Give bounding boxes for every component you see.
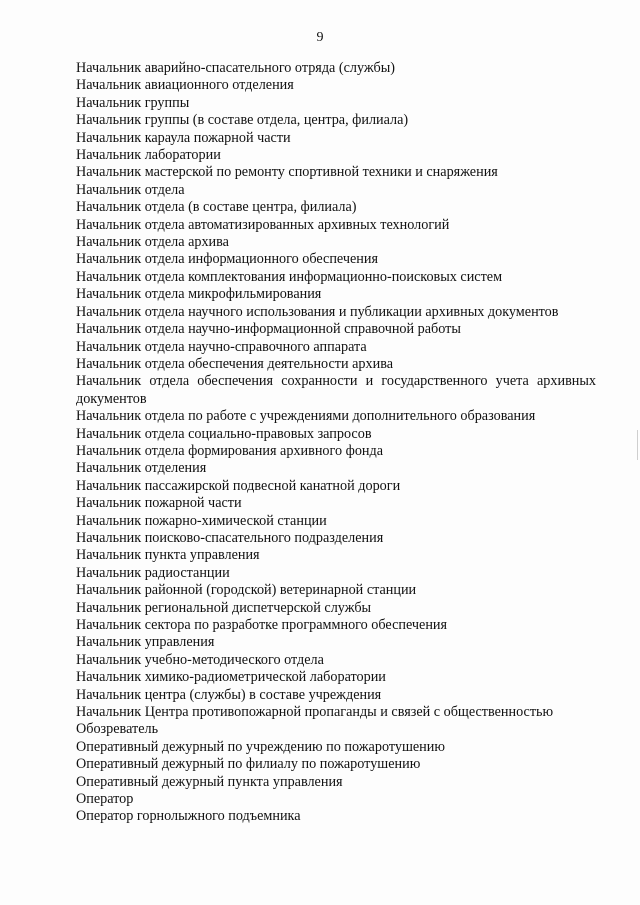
scan-edge-mark xyxy=(637,430,638,460)
list-item: Оперативный дежурный по учреждению по пожаротушению xyxy=(76,738,445,755)
list-item: Начальник радиостанции xyxy=(76,564,230,581)
list-item: Начальник пожарно-химической станции xyxy=(76,512,327,529)
list-item: Начальник отдела (в составе центра, филиала) xyxy=(76,199,357,216)
list-item: Начальник пункта управления xyxy=(76,547,260,564)
list-item: Оперативный дежурный пункта управления xyxy=(76,773,343,790)
list-item: Начальник группы (в составе отдела, центра, филиала) xyxy=(76,112,409,129)
list-item: Оперативный дежурный по филиалу по пожаротушению xyxy=(76,756,421,773)
position-list xyxy=(76,60,596,826)
list-item: Начальник отдела xyxy=(76,181,185,198)
list-item: Начальник пассажирской подвесной канатной дороги xyxy=(76,477,401,494)
list-item: Начальник мастерской по ремонту спортивной техники и снаряжения xyxy=(76,164,498,181)
list-item: Начальник отдела комплектования информационно-поисковых систем xyxy=(76,268,503,285)
list-item: Начальник поисково-спасательного подразделения xyxy=(76,529,384,546)
list-item: Обозреватель xyxy=(76,721,159,738)
list-item: Начальник Центра противопожарной пропаганды и связей с общественностью xyxy=(76,704,554,721)
list-item: Начальник лаборатории xyxy=(76,147,221,164)
list-item: Начальник отделения xyxy=(76,460,207,477)
list-item: Начальник отдела научно-справочного аппарата xyxy=(76,338,367,355)
list-item: Начальник пожарной части xyxy=(76,495,242,512)
list-item: Начальник центра (службы) в составе учреждения xyxy=(76,686,382,703)
list-item: Начальник управления xyxy=(76,634,215,651)
list-item: Начальник химико-радиометрической лаборатории xyxy=(76,669,386,686)
list-item: Начальник сектора по разработке программного обеспечения xyxy=(76,617,448,633)
list-item: Начальник отдела информационного обеспечения xyxy=(76,251,379,268)
list-item: Начальник отдела научно-информационной справочной работы xyxy=(76,321,461,338)
list-item: Начальник отдела автоматизированных архивных технологий xyxy=(76,216,450,233)
list-item: Оператор xyxy=(76,791,134,808)
list-item: Начальник авиационного отделения xyxy=(76,77,294,94)
list-item: Начальник отдела микрофильмирования xyxy=(76,286,322,303)
list-item: Начальник караула пожарной части xyxy=(76,129,291,146)
list-item: Начальник отдела научного использования и публикации архивных документов xyxy=(76,303,559,320)
list-item: Оператор горнолыжного подъемника xyxy=(76,808,301,825)
list-item: Начальник учебно-методического отдела xyxy=(76,651,324,668)
list-item: Начальник отдела обеспечения сохранности и государственного учета архивных документов xyxy=(76,373,596,407)
page-number: 9 xyxy=(316,30,324,45)
list-item: Начальник группы xyxy=(76,94,190,111)
list-item: Начальник отдела архива xyxy=(76,234,229,251)
list-item: Начальник аварийно-спасательного отряда (службы) xyxy=(76,60,395,76)
list-item: Начальник районной (городской) ветеринарной станции xyxy=(76,582,417,599)
list-item: Начальник региональной диспетчерской службы xyxy=(76,599,372,616)
list-item: Начальник отдела формирования архивного фонда xyxy=(76,442,384,459)
list-item: Начальник отдела по работе с учреждениями дополнительного образования xyxy=(76,408,536,425)
list-item: Начальник отдела обеспечения деятельности архива xyxy=(76,355,394,372)
list-item: Начальник отдела социально-правовых запросов xyxy=(76,425,372,442)
